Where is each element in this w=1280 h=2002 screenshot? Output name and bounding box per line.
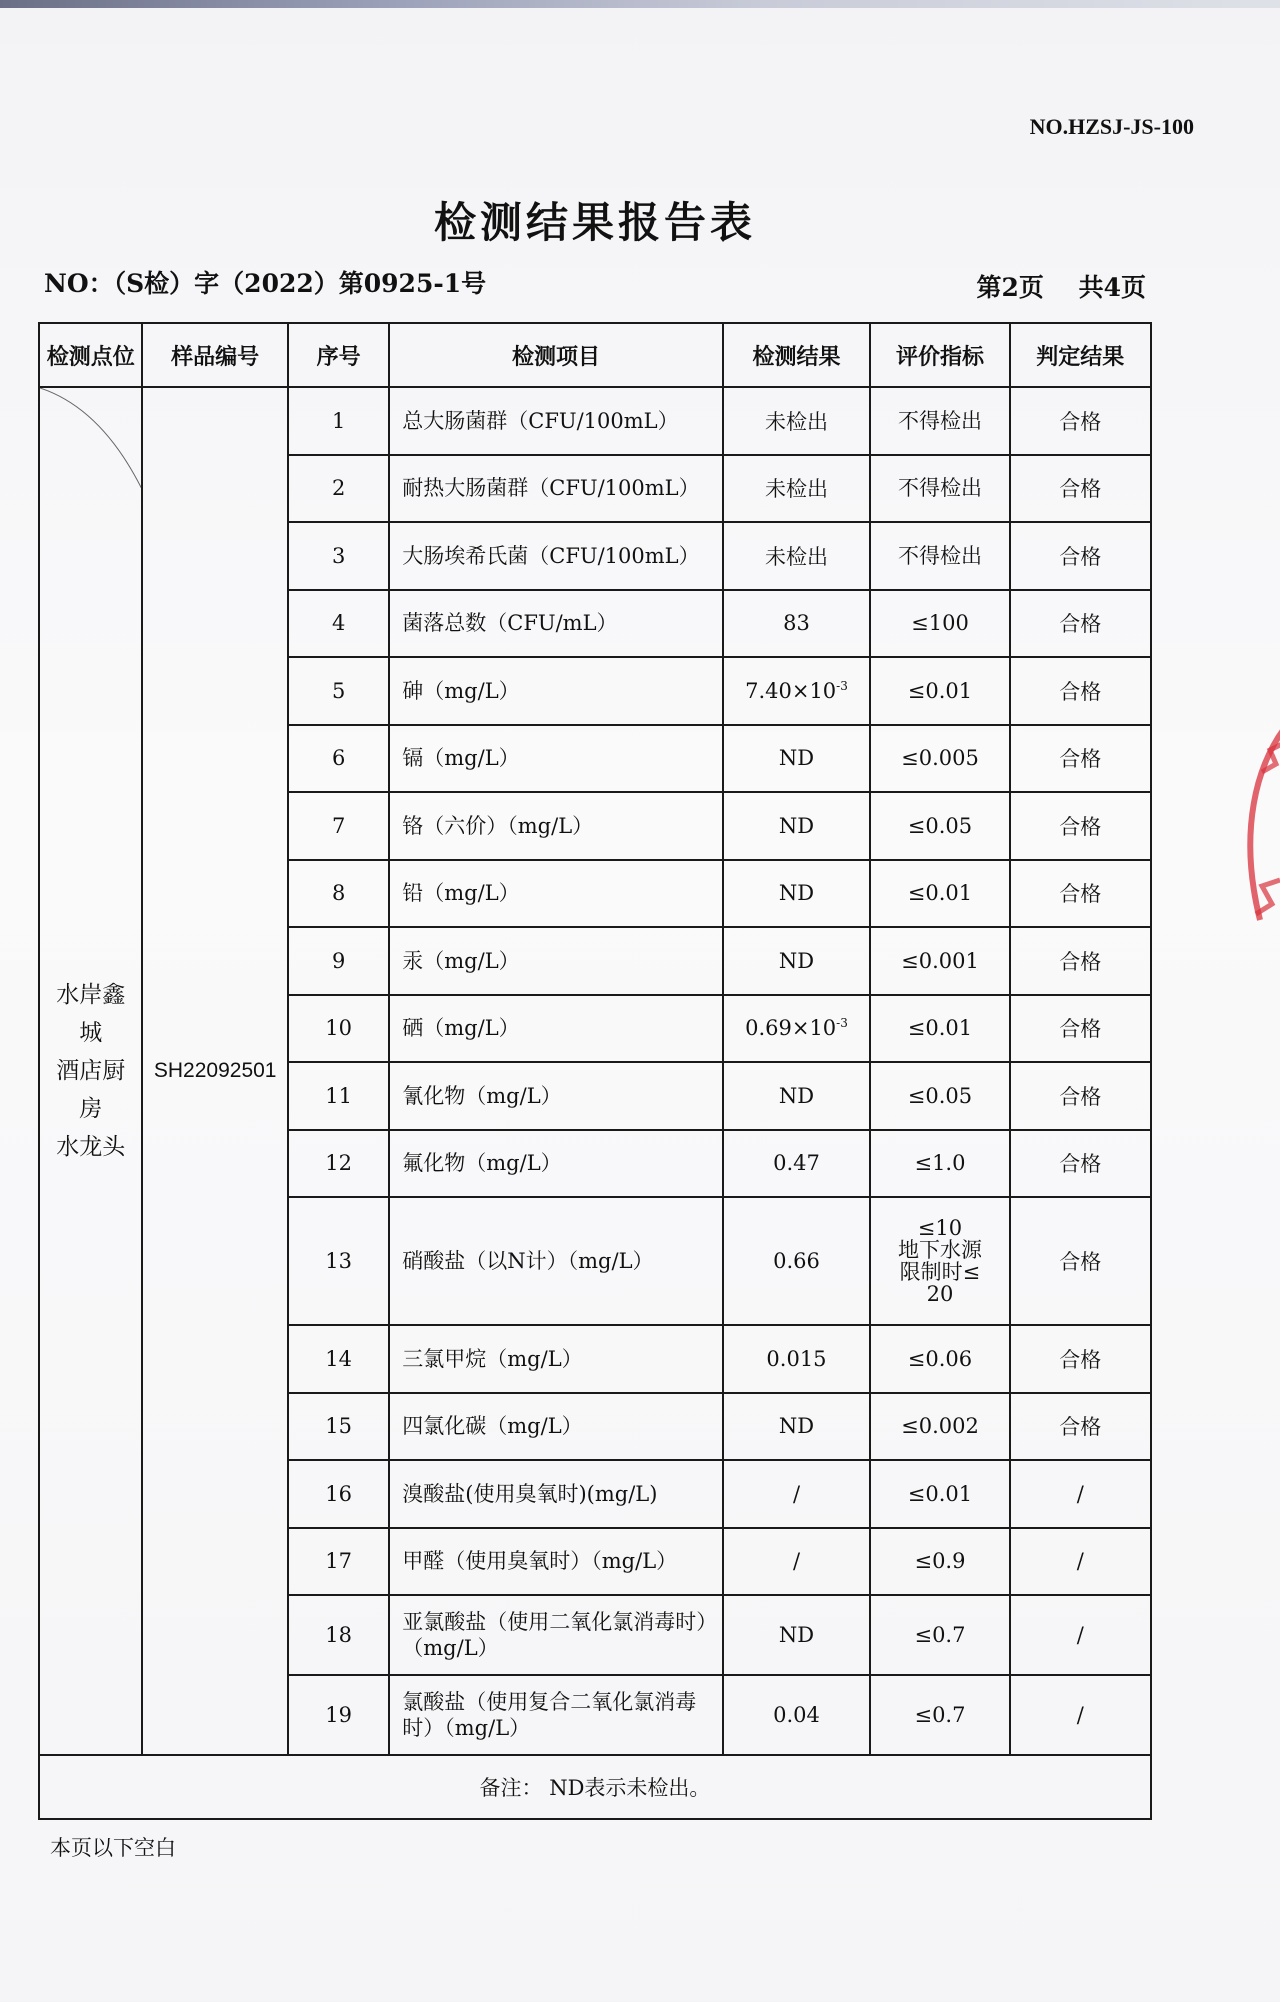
seq-cell: 14 bbox=[288, 1325, 389, 1393]
page-current: 第2页 bbox=[976, 273, 1044, 302]
item-cell: 四氯化碳（mg/L） bbox=[389, 1393, 722, 1461]
item-cell: 砷（mg/L） bbox=[389, 657, 722, 725]
note-row bbox=[39, 1755, 1151, 1819]
result-value: 0.69×10 bbox=[745, 1016, 837, 1041]
eval-cell: ≤0.01 bbox=[870, 995, 1009, 1063]
result-value: 0.04 bbox=[773, 1703, 820, 1727]
result-cell bbox=[723, 1595, 871, 1675]
judge-cell: 合格 bbox=[1010, 860, 1151, 928]
header-sample-id: 样品编号 bbox=[142, 323, 288, 387]
eval-cell: ≤0.9 bbox=[870, 1528, 1009, 1596]
seq-cell: 15 bbox=[288, 1393, 389, 1461]
judge-cell: / bbox=[1010, 1528, 1151, 1596]
eval-line: 地下水源 bbox=[897, 1238, 982, 1262]
result-cell bbox=[723, 792, 871, 860]
result-cell bbox=[723, 522, 871, 590]
eval-cell: ≤0.05 bbox=[870, 792, 1009, 860]
item-cell: 亚氯酸盐（使用二氧化氯消毒时）（mg/L） bbox=[389, 1595, 722, 1675]
eval-cell bbox=[870, 1197, 1009, 1325]
seq-cell: 17 bbox=[288, 1528, 389, 1596]
header-result: 检测结果 bbox=[723, 323, 871, 387]
item-cell: 溴酸盐(使用臭氧时)(mg/L) bbox=[389, 1460, 722, 1528]
result-value: / bbox=[792, 1481, 801, 1506]
judge-cell: 合格 bbox=[1010, 1393, 1151, 1461]
report-title: 检测结果报告表 bbox=[433, 198, 756, 247]
header-seq: 序号 bbox=[288, 323, 389, 387]
page-info bbox=[950, 268, 1146, 304]
seq-cell: 7 bbox=[288, 792, 389, 860]
judge-cell: / bbox=[1010, 1460, 1151, 1528]
result-value: ND bbox=[778, 746, 815, 771]
result-value: 7.40×10 bbox=[745, 678, 837, 703]
judge-cell: / bbox=[1010, 1675, 1151, 1755]
note-text: 备注： ND表示未检出。 bbox=[39, 1755, 1151, 1819]
item-cell: 氟化物（mg/L） bbox=[389, 1130, 722, 1198]
location-cell bbox=[39, 387, 142, 1755]
header-item: 检测项目 bbox=[389, 323, 722, 387]
seq-cell: 4 bbox=[288, 590, 389, 658]
result-cell bbox=[723, 1675, 871, 1755]
table-row bbox=[39, 387, 1151, 455]
result-cell bbox=[723, 1460, 871, 1528]
eval-line: 20 bbox=[926, 1282, 954, 1306]
item-cell: 氰化物（mg/L） bbox=[389, 1062, 722, 1130]
eval-cell: ≤0.06 bbox=[870, 1325, 1009, 1393]
eval-cell: 不得检出 bbox=[870, 522, 1009, 590]
header-judge: 判定结果 bbox=[1010, 323, 1151, 387]
table-header-row bbox=[39, 323, 1151, 387]
result-cell bbox=[723, 927, 871, 995]
result-cell bbox=[723, 860, 871, 928]
eval-cell: ≤0.01 bbox=[870, 860, 1009, 928]
eval-cell: ≤1.0 bbox=[870, 1130, 1009, 1198]
location-line: 水岸鑫城 bbox=[56, 982, 126, 1046]
result-cell bbox=[723, 1062, 871, 1130]
result-value: ND bbox=[778, 1623, 815, 1647]
result-cell bbox=[723, 1393, 871, 1461]
eval-cell: ≤0.001 bbox=[870, 927, 1009, 995]
result-cell bbox=[723, 1197, 871, 1325]
judge-cell: 合格 bbox=[1010, 522, 1151, 590]
result-value: ND bbox=[778, 1083, 815, 1108]
seq-cell: 11 bbox=[288, 1062, 389, 1130]
seq-cell: 6 bbox=[288, 725, 389, 793]
judge-cell: 合格 bbox=[1010, 1325, 1151, 1393]
seq-cell: 16 bbox=[288, 1460, 389, 1528]
result-cell bbox=[723, 995, 871, 1063]
seq-cell: 13 bbox=[288, 1197, 389, 1325]
result-value: 83 bbox=[783, 611, 810, 636]
result-value: 未检出 bbox=[764, 409, 828, 434]
result-cell bbox=[723, 1325, 871, 1393]
judge-cell: 合格 bbox=[1010, 455, 1151, 523]
item-cell: 硝酸盐（以N计）（mg/L） bbox=[389, 1197, 722, 1325]
seq-cell: 12 bbox=[288, 1130, 389, 1198]
item-cell: 铬（六价）（mg/L） bbox=[389, 792, 722, 860]
item-cell: 三氯甲烷（mg/L） bbox=[389, 1325, 722, 1393]
seq-cell: 9 bbox=[288, 927, 389, 995]
red-stamp-fragment bbox=[1230, 700, 1280, 1020]
seq-cell: 10 bbox=[288, 995, 389, 1063]
judge-cell: 合格 bbox=[1010, 657, 1151, 725]
eval-cell: 不得检出 bbox=[870, 455, 1009, 523]
eval-cell: ≤0.05 bbox=[870, 1062, 1009, 1130]
seq-cell: 1 bbox=[288, 387, 389, 455]
scan-edge bbox=[0, 0, 1280, 8]
item-cell: 汞（mg/L） bbox=[389, 927, 722, 995]
result-cell bbox=[723, 455, 871, 523]
result-value: ND bbox=[778, 1414, 815, 1439]
judge-cell: 合格 bbox=[1010, 792, 1151, 860]
seq-cell: 5 bbox=[288, 657, 389, 725]
judge-cell: 合格 bbox=[1010, 1062, 1151, 1130]
eval-cell: ≤0.002 bbox=[870, 1393, 1009, 1461]
result-value: / bbox=[792, 1549, 801, 1574]
result-value: ND bbox=[778, 881, 815, 906]
judge-cell: 合格 bbox=[1010, 927, 1151, 995]
result-cell bbox=[723, 657, 871, 725]
result-value: ND bbox=[778, 948, 815, 973]
item-cell: 镉（mg/L） bbox=[389, 725, 722, 793]
item-cell: 大肠埃希氏菌（CFU/100mL） bbox=[389, 522, 722, 590]
seq-cell: 18 bbox=[288, 1595, 389, 1675]
diagonal-mark bbox=[40, 388, 141, 488]
judge-cell: 合格 bbox=[1010, 1130, 1151, 1198]
eval-line: 限制时≤ bbox=[899, 1260, 981, 1284]
document-number: NO.HZSJ-JS-100 bbox=[1029, 114, 1194, 139]
result-cell bbox=[723, 1130, 871, 1198]
seq-cell: 2 bbox=[288, 455, 389, 523]
location-line: 酒店厨房 bbox=[56, 1058, 126, 1122]
item-cell: 氯酸盐（使用复合二氧化氯消毒时）（mg/L） bbox=[389, 1675, 722, 1755]
result-value: 0.47 bbox=[773, 1151, 820, 1176]
result-exponent: -3 bbox=[836, 678, 848, 693]
eval-cell: ≤0.7 bbox=[870, 1675, 1009, 1755]
result-cell bbox=[723, 1528, 871, 1596]
result-value: 未检出 bbox=[764, 544, 828, 569]
footer-note: 本页以下空白 bbox=[50, 1836, 176, 1860]
item-cell: 菌落总数（CFU/mL） bbox=[389, 590, 722, 658]
results-table bbox=[38, 322, 1152, 1820]
judge-cell: 合格 bbox=[1010, 995, 1151, 1063]
judge-cell: 合格 bbox=[1010, 590, 1151, 658]
seq-cell: 8 bbox=[288, 860, 389, 928]
judge-cell: / bbox=[1010, 1595, 1151, 1675]
item-cell: 硒（mg/L） bbox=[389, 995, 722, 1063]
result-value: 未检出 bbox=[764, 477, 828, 502]
table-body bbox=[39, 387, 1151, 1755]
item-cell: 铅（mg/L） bbox=[389, 860, 722, 928]
eval-cell: ≤0.7 bbox=[870, 1595, 1009, 1675]
result-value: 0.015 bbox=[766, 1346, 827, 1371]
judge-cell: 合格 bbox=[1010, 725, 1151, 793]
result-exponent: -3 bbox=[836, 1016, 848, 1031]
location-line: 水龙头 bbox=[56, 1134, 126, 1160]
result-cell bbox=[723, 725, 871, 793]
seq-cell: 19 bbox=[288, 1675, 389, 1755]
item-cell: 甲醛（使用臭氧时）（mg/L） bbox=[389, 1528, 722, 1596]
eval-cell: ≤0.01 bbox=[870, 1460, 1009, 1528]
eval-cell: ≤100 bbox=[870, 590, 1009, 658]
result-value: ND bbox=[778, 813, 815, 838]
report-number: NO：（S检）字（2022）第0925-1号 bbox=[44, 269, 487, 298]
page-total: 共4页 bbox=[1078, 273, 1146, 302]
result-cell bbox=[723, 387, 871, 455]
judge-cell: 合格 bbox=[1010, 387, 1151, 455]
result-cell bbox=[723, 590, 871, 658]
item-cell: 耐热大肠菌群（CFU/100mL） bbox=[389, 455, 722, 523]
item-cell: 总大肠菌群（CFU/100mL） bbox=[389, 387, 722, 455]
header-location: 检测点位 bbox=[39, 323, 142, 387]
judge-cell: 合格 bbox=[1010, 1197, 1151, 1325]
sample-id-cell: SH22092501 bbox=[142, 387, 288, 1755]
header-eval: 评价指标 bbox=[870, 323, 1009, 387]
eval-cell: ≤0.01 bbox=[870, 657, 1009, 725]
result-value: 0.66 bbox=[773, 1249, 820, 1273]
eval-line: ≤10 bbox=[917, 1216, 963, 1240]
seq-cell: 3 bbox=[288, 522, 389, 590]
eval-cell: ≤0.005 bbox=[870, 725, 1009, 793]
eval-cell: 不得检出 bbox=[870, 387, 1009, 455]
